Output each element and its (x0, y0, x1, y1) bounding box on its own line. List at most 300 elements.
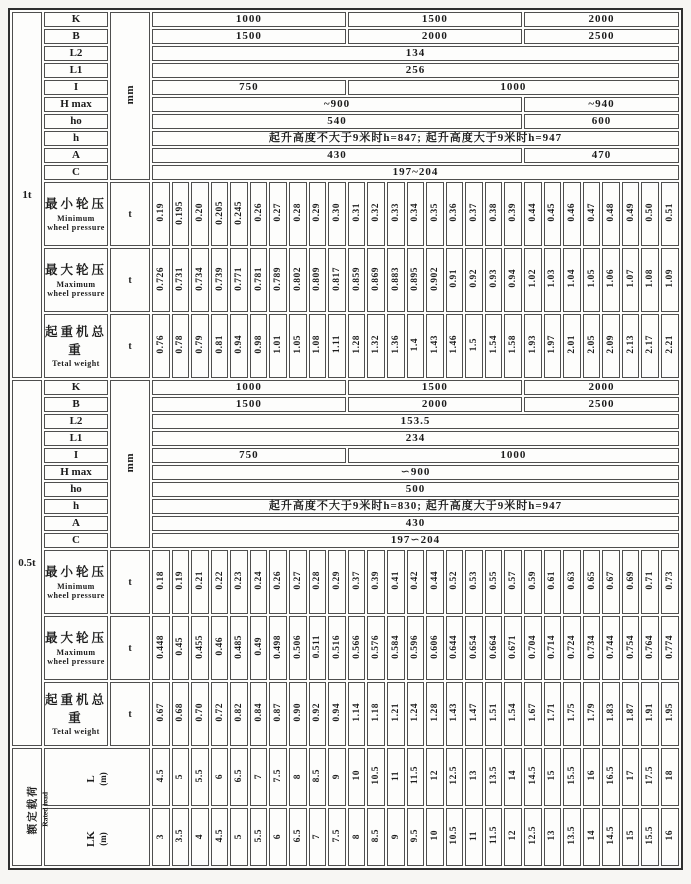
value-cell (250, 550, 268, 614)
span-value-cell (602, 808, 620, 866)
value-cell (407, 182, 425, 246)
span-value-cell (211, 808, 229, 866)
value-cell-text: 0.92 (469, 269, 480, 288)
param-name-text: K (71, 13, 81, 25)
span-value-cell (583, 808, 601, 866)
label-line: 最大轮压 (45, 263, 108, 278)
value-cell-text: 0.895 (410, 266, 421, 291)
value-cell-text: 0.67 (606, 571, 617, 590)
unit-t-text: t (128, 576, 132, 588)
spec-table-body (12, 12, 679, 866)
value-cell-text: 0.734 (194, 266, 205, 291)
span-value-cell-text: 5.5 (194, 768, 205, 783)
footer-row (12, 808, 679, 866)
value-cell-text: 0.731 (175, 266, 186, 291)
span-value-cell-text: 11.5 (488, 826, 499, 845)
param-name (44, 131, 108, 146)
value-cell (563, 248, 581, 312)
param-name-text: L1 (69, 64, 83, 76)
value-cell (446, 314, 464, 378)
param-value-text: 1500 (421, 381, 448, 393)
value-cell-text: 0.654 (469, 634, 480, 659)
param-name (44, 516, 108, 531)
span-value-cell (407, 748, 425, 806)
param-name-text: L2 (69, 47, 83, 59)
param-value-text: 起升高度不大于9米时h=847; 起升高度大于9米时h=947 (268, 132, 563, 144)
value-cell-text: 0.869 (371, 266, 382, 291)
label-line: Minimum wheel pressure (47, 581, 105, 601)
label-line: 最大轮压 (45, 631, 108, 646)
value-cell-text: 0.47 (586, 203, 597, 222)
span-value-cell-text: 16.5 (606, 766, 617, 785)
value-cell-text: 1.11 (331, 335, 342, 354)
value-cell-text: 0.48 (606, 203, 617, 222)
value-cell (250, 182, 268, 246)
span-value-cell (367, 808, 385, 866)
span-value-cell (524, 808, 542, 866)
value-cell (407, 248, 425, 312)
value-cell-text: 0.671 (508, 634, 519, 659)
param-value-text: 1500 (421, 13, 448, 25)
value-cell (250, 248, 268, 312)
value-cell-text: 0.45 (547, 203, 558, 222)
span-value-cell (641, 748, 659, 806)
value-cell (563, 616, 581, 680)
param-name (44, 12, 108, 27)
param-value-text: 540 (327, 115, 347, 127)
value-cell-text: 1.36 (390, 335, 401, 354)
param-value (524, 397, 679, 412)
span-value-cell (250, 748, 268, 806)
value-cell (152, 682, 170, 746)
value-cell (230, 550, 248, 614)
param-value (348, 80, 679, 95)
value-cell-text: 0.24 (253, 571, 264, 590)
param-name (44, 80, 108, 95)
unit-t (110, 182, 150, 246)
value-cell (622, 182, 640, 246)
param-name-text: I (73, 81, 79, 93)
param-value-text: 1500 (235, 30, 262, 42)
value-cell-text: 0.28 (292, 203, 303, 222)
label-stack (85, 772, 109, 786)
value-cell-text: 0.50 (645, 203, 656, 222)
span-value-cell-text: 12 (429, 770, 440, 781)
value-cell-text: 2.17 (645, 335, 656, 354)
value-cell-text: 0.68 (175, 703, 186, 722)
value-cell (504, 182, 522, 246)
value-cell-text: 1.28 (351, 335, 362, 354)
value-cell (191, 616, 209, 680)
value-cell-text: 1.87 (625, 703, 636, 722)
span-value-cell-text: 11 (390, 770, 401, 781)
value-cell (602, 616, 620, 680)
value-cell-text: 0.81 (214, 335, 225, 354)
span-value-cell (661, 748, 679, 806)
value-cell-text: 1.18 (371, 703, 382, 722)
span-value-cell (211, 748, 229, 806)
param-value-text: ~940 (588, 98, 615, 110)
span-value-cell-text: 6 (214, 773, 225, 779)
value-cell-text: 1.58 (508, 335, 519, 354)
param-value (348, 448, 679, 463)
param-name-text: H max (60, 98, 92, 110)
span-value-cell-text: 12.5 (527, 826, 538, 845)
value-cell (191, 682, 209, 746)
unit-t-text: t (128, 340, 132, 352)
footer-row (12, 748, 679, 806)
param-value (152, 46, 679, 61)
value-cell (348, 550, 366, 614)
span-value-cell-text: 11 (469, 830, 480, 841)
param-name-text: H max (60, 466, 92, 478)
span-value-cell (348, 748, 366, 806)
span-value-cell-text: 18 (665, 770, 676, 781)
param-value-text: 470 (591, 149, 612, 161)
value-cell (328, 682, 346, 746)
value-cell-text: 0.33 (390, 203, 401, 222)
value-cell-text: 0.76 (155, 335, 166, 354)
span-value-cell-text: 8.5 (312, 768, 323, 783)
param-value-text: 1000 (235, 381, 262, 393)
value-cell (485, 248, 503, 312)
value-cell (172, 616, 190, 680)
span-value-cell (172, 748, 190, 806)
span-value-cell (465, 748, 483, 806)
value-cell-text: 1.54 (508, 703, 519, 722)
param-name-text: C (72, 534, 80, 546)
value-cell (348, 314, 366, 378)
value-cell-text: 0.78 (175, 335, 186, 354)
value-cell-text: 2.09 (606, 335, 617, 354)
value-cell (250, 616, 268, 680)
value-cell (152, 550, 170, 614)
value-cell (446, 182, 464, 246)
span-value-cell (446, 748, 464, 806)
value-cell (661, 248, 679, 312)
value-cell-text: 0.817 (331, 266, 342, 291)
value-cell (641, 682, 659, 746)
param-value-text: 1000 (235, 13, 262, 25)
value-cell-text: 0.664 (488, 634, 499, 659)
value-cell (544, 682, 562, 746)
value-cell (504, 682, 522, 746)
value-cell (348, 616, 366, 680)
value-cell-text: 0.93 (488, 269, 499, 288)
unit-t (110, 314, 150, 378)
value-cell (465, 248, 483, 312)
value-cell-text: 0.245 (234, 200, 245, 225)
value-cell-text: 1.24 (410, 703, 421, 722)
span-value-cell (250, 808, 268, 866)
span-value-cell (602, 748, 620, 806)
value-cell-text: 1.51 (488, 703, 499, 722)
value-cell (641, 182, 659, 246)
value-cell (602, 314, 620, 378)
value-row (12, 182, 679, 246)
label-stack (45, 262, 107, 299)
value-cell-text: 0.69 (625, 571, 636, 590)
value-cell-text: 0.19 (175, 571, 186, 590)
span-value-cell (328, 808, 346, 866)
value-cell (602, 248, 620, 312)
label-line: L (85, 775, 98, 783)
value-cell-text: 0.774 (665, 634, 676, 659)
value-cell-text: 0.26 (253, 203, 264, 222)
value-cell-text: 0.789 (273, 266, 284, 291)
value-cell-text: 0.576 (371, 634, 382, 659)
param-value (524, 148, 679, 163)
value-cell (524, 550, 542, 614)
value-cell (465, 182, 483, 246)
value-cell-text: 0.764 (645, 634, 656, 659)
value-cell (367, 314, 385, 378)
value-cell (583, 182, 601, 246)
value-cell-text: 1.02 (527, 269, 538, 288)
value-cell-text: 1.83 (606, 703, 617, 722)
unit-t (110, 682, 150, 746)
value-cell (211, 550, 229, 614)
value-cell (485, 314, 503, 378)
value-cell-text: 1.67 (527, 703, 538, 722)
value-cell (191, 182, 209, 246)
value-cell-text: 0.21 (194, 571, 205, 590)
param-value (152, 131, 679, 146)
unit-mm-text: mm (123, 452, 136, 473)
value-cell-text: 1.97 (547, 335, 558, 354)
unit-t (110, 616, 150, 680)
value-cell (583, 550, 601, 614)
param-name (44, 63, 108, 78)
span-value-cell-text: 9 (331, 773, 342, 779)
value-cell-text: 0.714 (547, 634, 558, 659)
value-cell-text: 1.32 (371, 335, 382, 354)
value-cell (172, 682, 190, 746)
value-cell-text: 0.205 (214, 200, 225, 225)
unit-mm (110, 12, 150, 180)
param-value (152, 80, 346, 95)
param-name-text: I (73, 449, 79, 461)
value-cell-text: 0.28 (312, 571, 323, 590)
param-value-text: 234 (405, 432, 426, 444)
value-cell-text: 0.46 (566, 203, 577, 222)
value-cell (661, 550, 679, 614)
value-cell (407, 682, 425, 746)
span-value-cell (661, 808, 679, 866)
value-cell (387, 182, 405, 246)
value-cell (328, 182, 346, 246)
value-cell (152, 616, 170, 680)
value-cell-text: 2.21 (665, 335, 676, 354)
value-cell (269, 616, 287, 680)
label-line: (m) (98, 832, 109, 846)
value-cell (269, 182, 287, 246)
value-cell-text: 1.09 (665, 269, 676, 288)
value-cell (152, 182, 170, 246)
value-cell (387, 682, 405, 746)
value-cell-text: 1.4 (410, 337, 421, 352)
value-cell-text: 0.883 (390, 266, 401, 291)
value-cell (367, 682, 385, 746)
param-value (152, 414, 679, 429)
span-value-cell (191, 808, 209, 866)
value-cell (191, 248, 209, 312)
span-value-cell-text: 12 (508, 830, 519, 841)
param-name-text: B (72, 30, 80, 42)
value-cell-text: 0.94 (234, 335, 245, 354)
value-cell (172, 182, 190, 246)
value-cell-text: 0.31 (351, 203, 362, 222)
param-value (524, 380, 679, 395)
value-cell-text: 0.92 (312, 703, 323, 722)
param-name (44, 114, 108, 129)
span-value-cell-text: 6.5 (292, 828, 303, 843)
value-cell-text: 0.37 (351, 571, 362, 590)
span-value-cell (309, 808, 327, 866)
span-value-cell-text: 16 (665, 830, 676, 841)
param-value (348, 397, 522, 412)
value-cell-text: 1.71 (547, 703, 558, 722)
value-cell (446, 248, 464, 312)
param-value (152, 63, 679, 78)
span-value-cell-text: 7 (312, 833, 323, 839)
span-value-cell-text: 9 (390, 833, 401, 839)
span-value-cell (407, 808, 425, 866)
value-cell-text: 0.98 (253, 335, 264, 354)
value-cell-text: 0.19 (155, 203, 166, 222)
value-cell-text: 2.05 (586, 335, 597, 354)
value-cell (504, 616, 522, 680)
value-cell (309, 550, 327, 614)
value-cell (544, 182, 562, 246)
value-cell (211, 182, 229, 246)
value-cell (622, 314, 640, 378)
span-value-cell-text: 7 (253, 773, 264, 779)
param-name (44, 482, 108, 497)
param-value-text: 750 (239, 81, 259, 93)
span-value-cell-text: 10 (429, 830, 440, 841)
value-cell-text: 1.93 (527, 335, 538, 354)
label-line: (m) (98, 772, 109, 786)
param-name (44, 380, 108, 395)
value-cell-text: 0.65 (586, 571, 597, 590)
value-cell (544, 314, 562, 378)
label-stack (45, 324, 107, 369)
value-cell-text: 1.05 (586, 269, 597, 288)
param-name (44, 97, 108, 112)
value-cell-text: 0.809 (312, 266, 323, 291)
value-cell-text: 1.75 (566, 703, 577, 722)
value-cell-text: 0.87 (273, 703, 284, 722)
value-cell (426, 182, 444, 246)
span-value-cell-text: 10 (351, 770, 362, 781)
value-cell (622, 682, 640, 746)
param-value-text: 256 (405, 64, 426, 76)
span-value-cell (152, 748, 170, 806)
value-cell (524, 248, 542, 312)
span-value-cell (583, 748, 601, 806)
value-cell-text: 0.744 (606, 634, 617, 659)
label-line: Maximum wheel pressure (47, 279, 105, 299)
param-value (348, 29, 522, 44)
param-value-text: 1000 (500, 81, 527, 93)
param-value-text: 2000 (421, 30, 448, 42)
param-value (152, 431, 679, 446)
value-cell (269, 248, 287, 312)
value-cell (563, 314, 581, 378)
label-stack (45, 692, 107, 737)
span-value-cell-text: 13.5 (488, 766, 499, 785)
value-cell (289, 248, 307, 312)
value-cell-text: 0.596 (410, 634, 421, 659)
load-class-label-text: 1t (22, 188, 32, 201)
span-row-label (44, 808, 150, 866)
rated-load-label (12, 748, 50, 866)
value-cell (563, 682, 581, 746)
param-value-text: 430 (405, 517, 426, 529)
value-cell (348, 248, 366, 312)
param-name (44, 148, 108, 163)
value-cell-text: 0.53 (469, 571, 480, 590)
span-value-cell (563, 748, 581, 806)
value-cell-text: 1.08 (645, 269, 656, 288)
value-cell (622, 550, 640, 614)
span-value-cell (387, 748, 405, 806)
row-label (44, 550, 108, 614)
value-cell (544, 550, 562, 614)
value-cell (230, 682, 248, 746)
span-value-cell (230, 748, 248, 806)
value-cell-text: 0.802 (292, 266, 303, 291)
param-value-text: 2500 (588, 30, 615, 42)
value-cell-text: 0.73 (665, 571, 676, 590)
value-cell (426, 616, 444, 680)
value-cell-text: 1.43 (429, 335, 440, 354)
value-cell (211, 248, 229, 312)
param-name (44, 499, 108, 514)
value-cell-text: 0.781 (253, 266, 264, 291)
value-cell-text: 0.67 (155, 703, 166, 722)
param-value (348, 12, 522, 27)
value-cell-text: 0.38 (488, 203, 499, 222)
param-value (152, 397, 346, 412)
value-cell-text: 0.734 (586, 634, 597, 659)
param-value (524, 29, 679, 44)
value-cell (172, 314, 190, 378)
span-value-cell (485, 808, 503, 866)
value-cell-text: 1.46 (449, 335, 460, 354)
span-value-cell (641, 808, 659, 866)
param-value (152, 482, 679, 497)
value-cell-text: 1.47 (469, 703, 480, 722)
param-value-text: 1000 (500, 449, 527, 461)
value-cell-text: 0.23 (234, 571, 245, 590)
param-value-text: 197∽204 (390, 534, 441, 546)
value-cell (367, 550, 385, 614)
param-value-text: ~900 (323, 98, 351, 110)
row-label (44, 182, 108, 246)
param-value-text: 197~204 (392, 166, 439, 178)
span-value-cell (465, 808, 483, 866)
value-cell-text: 0.44 (527, 203, 538, 222)
span-value-cell (172, 808, 190, 866)
value-cell-text: 0.726 (155, 266, 166, 291)
value-cell (289, 314, 307, 378)
value-cell-text: 1.95 (665, 703, 676, 722)
value-cell (387, 314, 405, 378)
label-line: 起重机总重 (45, 325, 108, 357)
value-cell (269, 682, 287, 746)
